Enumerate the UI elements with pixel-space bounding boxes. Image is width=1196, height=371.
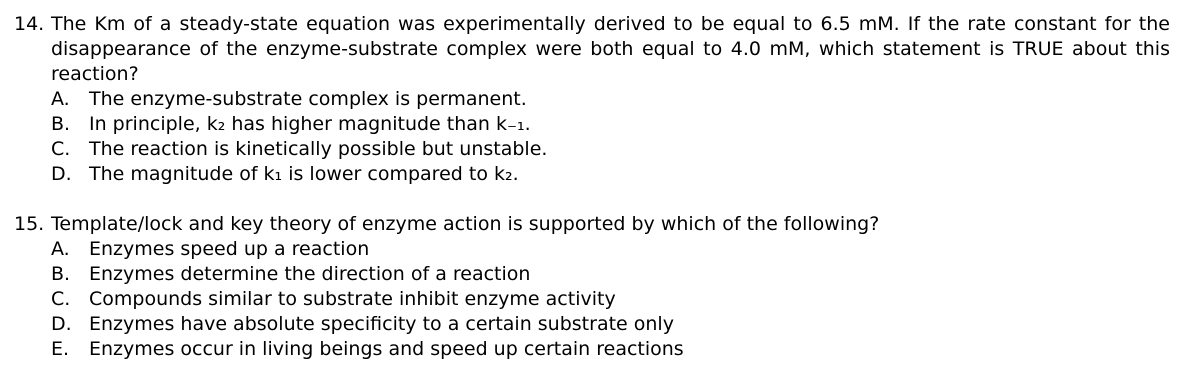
choice-e [51, 337, 1170, 362]
choice-text: Enzymes determine the direction of a reaction [89, 263, 531, 285]
choice-d [51, 312, 1170, 337]
question-stem: The Km of a steady-state equation was experimentally derived to be equal to 6.5 mM. If the rate constant for the disappearance of the enzyme-substrate complex were both equal to 4.0 mM, which statement is TRUE about this reaction? [51, 13, 1170, 85]
choice-letter: A. [51, 238, 70, 260]
choice-letter: C. [51, 288, 71, 310]
choice-list [51, 87, 1170, 187]
choice-c [51, 137, 1170, 162]
choice-letter: C. [51, 138, 71, 160]
choice-text: Compounds similar to substrate inhibit enzyme activity [89, 288, 616, 310]
choice-a [51, 87, 1170, 112]
choice-text: In principle, k₂ has higher magnitude than k₋₁. [89, 113, 531, 135]
question-14 [14, 12, 1170, 187]
choice-text: Enzymes have absolute specificity to a certain substrate only [89, 313, 674, 335]
choice-letter: B. [51, 263, 71, 285]
question-body [51, 212, 1170, 362]
choice-list [51, 237, 1170, 362]
question-body [51, 12, 1170, 187]
choice-text: The magnitude of k₁ is lower compared to k₂. [89, 163, 519, 185]
choice-letter: D. [51, 313, 72, 335]
choice-text: Enzymes occur in living beings and speed up certain reactions [89, 338, 684, 360]
choice-letter: A. [51, 88, 70, 110]
choice-a [51, 237, 1170, 262]
question-number: 14. [14, 13, 45, 35]
question-stem: Template/lock and key theory of enzyme action is supported by which of the following? [51, 213, 880, 235]
choice-b [51, 112, 1170, 137]
choice-text: The enzyme-substrate complex is permanent. [89, 88, 527, 110]
choice-letter: B. [51, 113, 71, 135]
choice-letter: D. [51, 163, 72, 185]
choice-letter: E. [51, 338, 70, 360]
choice-text: Enzymes speed up a reaction [89, 238, 370, 260]
question-number: 15. [14, 213, 45, 235]
choice-d [51, 162, 1170, 187]
choice-text: The reaction is kinetically possible but unstable. [89, 138, 548, 160]
choice-b [51, 262, 1170, 287]
choice-c [51, 287, 1170, 312]
question-15 [14, 212, 1170, 362]
